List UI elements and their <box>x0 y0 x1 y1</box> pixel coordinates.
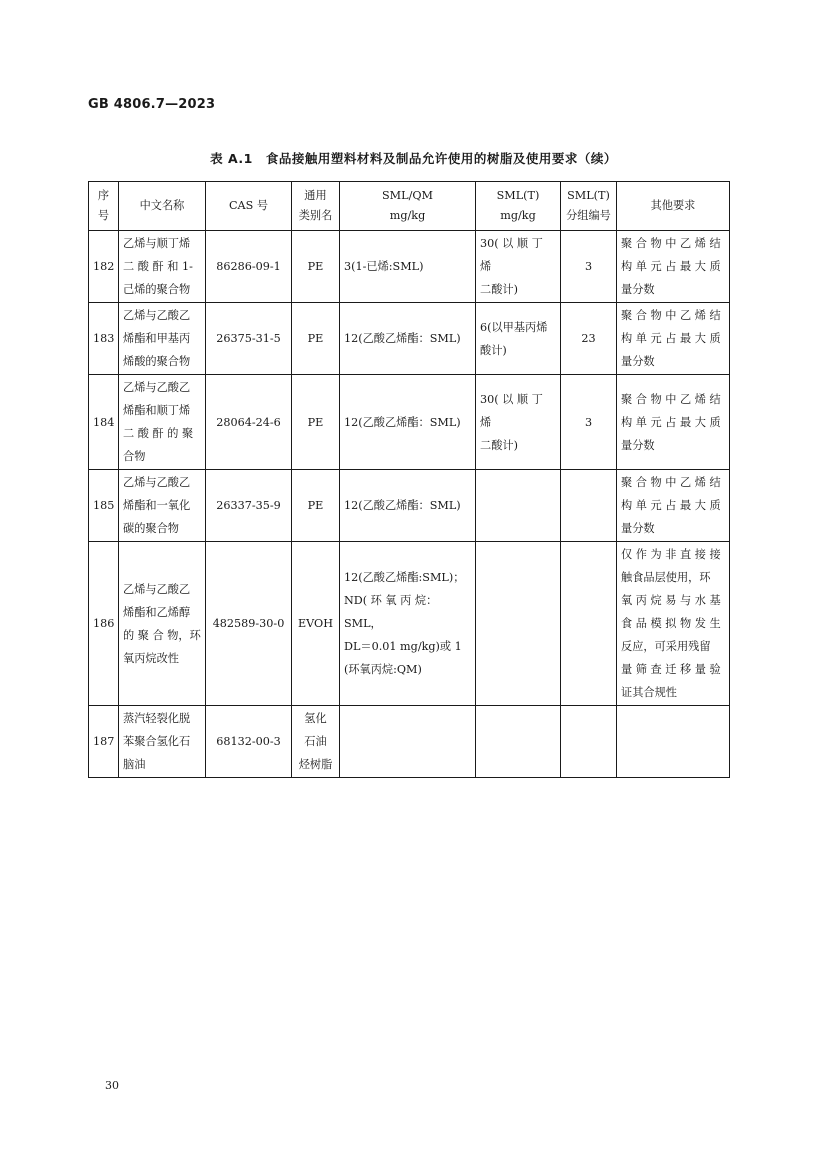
cell-category: PE <box>292 231 340 303</box>
table-row <box>89 303 730 375</box>
col-header-cas: CAS 号 <box>206 182 292 231</box>
cell-seq: 184 <box>89 375 119 470</box>
cell-other: 聚 合 物 中 乙 烯 结 构 单 元 占 最 大 质 量分数 <box>617 470 730 542</box>
cell-group: 3 <box>561 231 617 303</box>
table-header-row <box>89 182 730 231</box>
cell-group: 23 <box>561 303 617 375</box>
table-row <box>89 231 730 303</box>
cell-other: 聚 合 物 中 乙 烯 结 构 单 元 占 最 大 质 量分数 <box>617 303 730 375</box>
cell-name: 乙烯与乙酸乙 烯酯和顺丁烯 二 酸 酐 的 聚 合物 <box>119 375 206 470</box>
cell-smlqm: 12(乙酸乙烯酯:SML)； ND( 环 氧 丙 烷：SML， DL＝0.01 mg/kg)或 1 (环氧丙烷:QM) <box>340 542 476 706</box>
table-row <box>89 542 730 706</box>
col-header-sml-qm: SML/QM mg/kg <box>340 182 476 231</box>
cell-name: 蒸汽轻裂化脱 苯聚合氢化石 脑油 <box>119 706 206 778</box>
col-header-category: 通用 类别名 <box>292 182 340 231</box>
cell-seq: 187 <box>89 706 119 778</box>
cell-cas: 482589-30-0 <box>206 542 292 706</box>
cell-smlt: 6(以甲基丙烯 酸计) <box>476 303 561 375</box>
col-header-seq: 序 号 <box>89 182 119 231</box>
cell-category: PE <box>292 375 340 470</box>
table-row <box>89 706 730 778</box>
table-title: 表 A.1 食品接触用塑料材料及制品允许使用的树脂及使用要求（续） <box>210 151 617 166</box>
cell-group: 3 <box>561 375 617 470</box>
cell-smlqm <box>340 706 476 778</box>
cell-smlt <box>476 470 561 542</box>
cell-smlt <box>476 542 561 706</box>
cell-other: 聚 合 物 中 乙 烯 结 构 单 元 占 最 大 质 量分数 <box>617 231 730 303</box>
resin-requirements-table <box>88 181 730 778</box>
table-row <box>89 470 730 542</box>
col-header-sml-t-group: SML(T) 分组编号 <box>561 182 617 231</box>
cell-cas: 86286-09-1 <box>206 231 292 303</box>
col-header-sml-t: SML(T) mg/kg <box>476 182 561 231</box>
cell-category: EVOH <box>292 542 340 706</box>
cell-other: 聚 合 物 中 乙 烯 结 构 单 元 占 最 大 质 量分数 <box>617 375 730 470</box>
cell-smlqm: 12(乙酸乙烯酯：SML) <box>340 375 476 470</box>
cell-category: PE <box>292 470 340 542</box>
cell-smlt: 30( 以 顺 丁 烯 二酸计) <box>476 231 561 303</box>
cell-smlt: 30( 以 顺 丁 烯 二酸计) <box>476 375 561 470</box>
cell-seq: 186 <box>89 542 119 706</box>
cell-name: 乙烯与乙酸乙 烯酯和甲基丙 烯酸的聚合物 <box>119 303 206 375</box>
cell-smlt <box>476 706 561 778</box>
cell-other: 仅 作 为 非 直 接 接 触食品层使用，环 氧 丙 烷 易 与 水 基 食 品 模 拟 物 发 生 反应，可采用残留 量 筛 查 迁 移 量 验 证其合规性 <box>617 542 730 706</box>
col-header-name: 中文名称 <box>119 182 206 231</box>
page-number: 30 <box>105 1079 119 1092</box>
cell-cas: 68132-00-3 <box>206 706 292 778</box>
cell-cas: 26337-35-9 <box>206 470 292 542</box>
cell-name: 乙烯与顺丁烯 二 酸 酐 和 1- 己烯的聚合物 <box>119 231 206 303</box>
cell-seq: 182 <box>89 231 119 303</box>
cell-group <box>561 542 617 706</box>
cell-name: 乙烯与乙酸乙 烯酯和乙烯醇 的 聚 合 物，环 氧丙烷改性 <box>119 542 206 706</box>
cell-group <box>561 470 617 542</box>
cell-category: 氢化 石油 烃树脂 <box>292 706 340 778</box>
cell-smlqm: 3(1-已烯:SML) <box>340 231 476 303</box>
standard-header: GB 4806.7—2023 <box>88 97 216 112</box>
table-row <box>89 375 730 470</box>
cell-seq: 185 <box>89 470 119 542</box>
cell-cas: 28064-24-6 <box>206 375 292 470</box>
col-header-other: 其他要求 <box>617 182 730 231</box>
cell-category: PE <box>292 303 340 375</box>
cell-smlqm: 12(乙酸乙烯酯：SML) <box>340 470 476 542</box>
cell-name: 乙烯与乙酸乙 烯酯和一氧化 碳的聚合物 <box>119 470 206 542</box>
cell-seq: 183 <box>89 303 119 375</box>
cell-group <box>561 706 617 778</box>
cell-smlqm: 12(乙酸乙烯酯：SML) <box>340 303 476 375</box>
cell-other <box>617 706 730 778</box>
cell-cas: 26375-31-5 <box>206 303 292 375</box>
